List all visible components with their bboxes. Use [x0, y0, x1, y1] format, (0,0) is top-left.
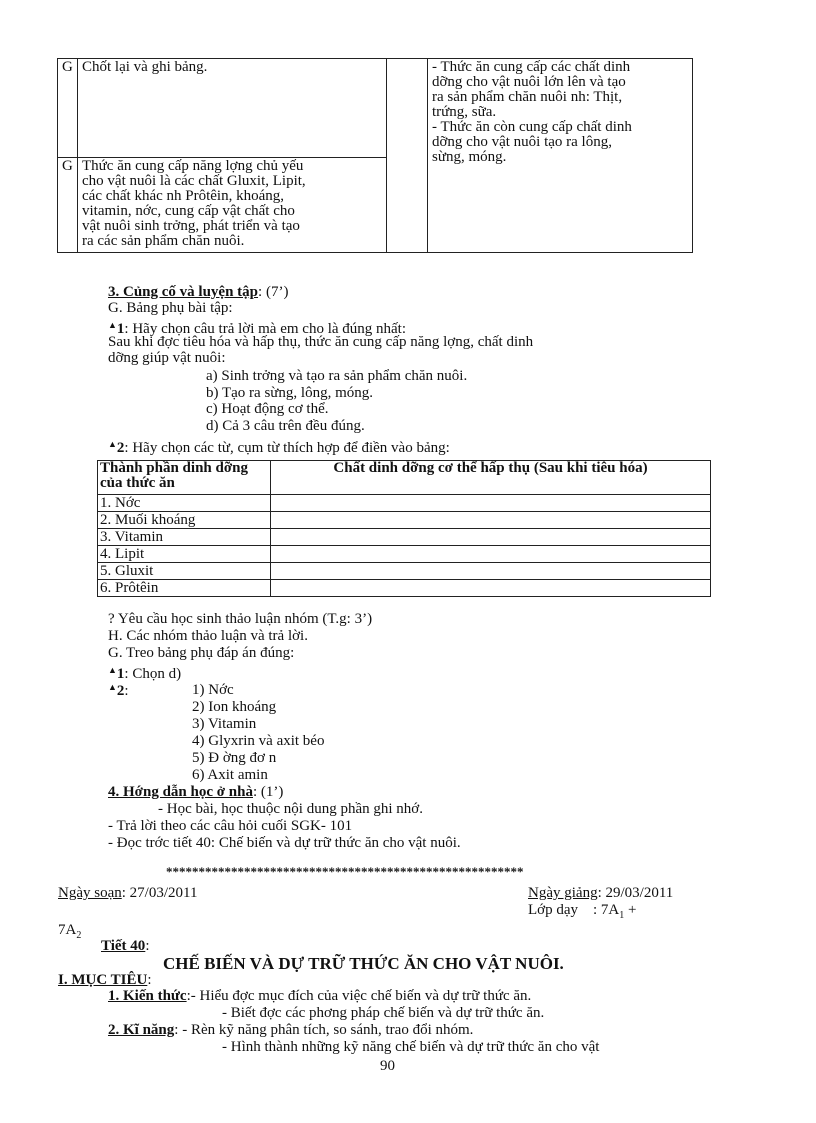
- homework-line: - Đọc trớc tiết 40: Chế biến và dự trữ thức ăn cho vật nuôi.: [108, 835, 461, 851]
- table-row: [98, 529, 711, 546]
- teacher-activity-line: Thức ăn cung cấp năng lợng chủ yếu: [82, 158, 304, 174]
- skills-text: : - Rèn kỹ năng phân tích, so sánh, trao đổi nhóm.: [174, 1022, 474, 1038]
- question-2-text: : Hãy chọn các từ, cụm từ thích hợp để điền vào bảng:: [124, 440, 450, 456]
- answer-item: 4) Glyxrin và axit béo: [192, 733, 325, 749]
- knowledge-line: [108, 988, 531, 1004]
- class-label: Lớp dạy: [528, 902, 579, 918]
- table-row: [98, 580, 711, 597]
- table-row: [98, 546, 711, 563]
- discussion-line: ? Yêu cầu học sinh thảo luận nhóm (T.g: 3’): [108, 611, 373, 627]
- option-c: c) Hoạt động cơ thể.: [206, 401, 329, 417]
- objectives-colon: :: [147, 972, 152, 988]
- nutrient-cell: 6. Prôtêin: [98, 580, 271, 597]
- knowledge-label: 1. Kiến thức: [108, 988, 187, 1004]
- knowledge-text: :- Hiểu đợc mục đích của việc chế biến và dự trữ thức ăn.: [186, 988, 532, 1004]
- skills-label: 2. Kĩ năng: [108, 1022, 175, 1038]
- objectives-heading-line: [58, 972, 152, 988]
- section-3-time: : (7’): [258, 284, 289, 300]
- triangle-icon: ▲: [108, 439, 117, 449]
- section-4-heading: 4. Hớng dẫn học ở nhà: [108, 784, 253, 800]
- discussion-line: G. Treo bảng phụ đáp án đúng:: [108, 645, 295, 661]
- star-separator: *******************************************************: [166, 864, 524, 879]
- date-taught: [528, 885, 673, 901]
- lesson-activity-table: [57, 58, 693, 253]
- content-line: sừng, móng.: [432, 149, 507, 165]
- question-1-stem: dỡng giúp vật nuôi:: [108, 350, 226, 366]
- answer-item: 1) Nớc: [192, 682, 234, 698]
- answer-1-text: : Chọn d): [124, 666, 182, 682]
- homework-line: - Học bài, học thuộc nội dung phần ghi nhớ.: [158, 801, 423, 817]
- date-taught-label: Ngày giảng: [528, 885, 598, 901]
- column-header-absorbed: Chất dinh dỡng cơ thể hấp thụ (Sau khi tiêu hóa): [271, 461, 711, 495]
- empty-cell: [387, 59, 428, 253]
- date-prepared-label: Ngày soạn: [58, 885, 122, 901]
- period-line: [101, 938, 149, 954]
- section-4-time: : (1’): [253, 784, 284, 800]
- column-header-nutrient: Thành phần dinh dỡng của thức ăn: [98, 461, 271, 495]
- role-cell: G: [58, 158, 78, 253]
- homework-line: - Trả lời theo các câu hỏi cuối SGK- 101: [108, 818, 353, 834]
- answer-cell: [271, 512, 711, 529]
- class-plus: +: [624, 902, 637, 918]
- period-label: Tiết 40: [101, 938, 146, 954]
- class-line-2: [58, 922, 81, 944]
- lesson-title: CHẾ BIẾN VÀ DỰ TRỮ THỨC ĂN CHO VẬT NUÔI.: [163, 954, 564, 973]
- answer-item: 2) Ion khoáng: [192, 699, 277, 715]
- answer-cell: [271, 563, 711, 580]
- option-d: d) Cả 3 câu trên đều đúng.: [206, 418, 365, 434]
- table-row: [98, 512, 711, 529]
- option-b: b) Tạo ra sừng, lông, móng.: [206, 385, 373, 401]
- nutrient-fill-table: [97, 460, 711, 597]
- answer-2-label: [108, 679, 129, 699]
- content-line: - Thức ăn còn cung cấp chất dinh: [432, 119, 632, 135]
- nutrient-cell: 4. Lipit: [98, 546, 271, 563]
- nutrient-cell: 3. Vitamin: [98, 529, 271, 546]
- teacher-activity-line: các chất khác nh Prôtêin, khoáng,: [82, 188, 285, 204]
- page-number: 90: [380, 1058, 395, 1074]
- class-subscript: 1: [619, 910, 625, 921]
- teacher-activity-cell: [78, 158, 387, 253]
- skills-line-2: - Hình thành những kỹ năng chế biến và dự trữ thức ăn cho vật: [222, 1039, 600, 1055]
- skills-line: [108, 1022, 473, 1038]
- teacher-activity-line: ra các sản phẩm chăn nuôi.: [82, 233, 245, 249]
- class-2-value: 7A: [58, 922, 77, 938]
- answer-item: 6) Axit amin: [192, 767, 268, 783]
- answer-item: 5) Đ ờng đơ n: [192, 750, 277, 766]
- answer-cell: [271, 580, 711, 597]
- teacher-activity-line: cho vật nuôi là các chất Gluxit, Lipit,: [82, 173, 306, 189]
- teacher-activity-line: vật nuôi sinh trởng, phát triển và tạo: [82, 218, 300, 234]
- question-1-text: : Hãy chọn câu trả lời mà em cho là đúng nhất:: [124, 321, 407, 337]
- triangle-icon: ▲: [108, 320, 117, 330]
- period-colon: :: [145, 938, 150, 954]
- triangle-icon: ▲: [108, 665, 117, 675]
- objectives-heading: I. MỤC TIÊU: [58, 972, 148, 988]
- table-row: [98, 563, 711, 580]
- role-cell: G: [58, 59, 78, 158]
- class-line: [528, 902, 636, 924]
- section-3-heading-line: [108, 284, 288, 300]
- teacher-activity-line: vitamin, nớc, cung cấp vật chất cho: [82, 203, 295, 219]
- section-4-heading-line: [108, 784, 283, 800]
- section-3-intro: G. Bảng phụ bài tập:: [108, 300, 233, 316]
- question-1-stem: Sau khi đợc tiêu hóa và hấp thụ, thức ăn cung cấp năng lợng, chất dinh: [108, 334, 534, 350]
- knowledge-line-2: - Biết đợc các phơng pháp chế biến và dự trữ thức ăn.: [222, 1005, 545, 1021]
- nutrient-cell: 2. Muối khoáng: [98, 512, 271, 529]
- date-prepared: [58, 885, 197, 901]
- section-3-heading: 3. Củng cố và luyện tập: [108, 284, 259, 300]
- class-value: : 7A: [593, 902, 620, 918]
- option-a: a) Sinh trởng và tạo ra sản phẩm chăn nuôi.: [206, 368, 468, 384]
- answer-item: 3) Vitamin: [192, 716, 257, 732]
- table-header-row: [98, 461, 711, 495]
- teacher-activity-line: Chốt lại và ghi bảng.: [82, 59, 208, 75]
- content-line: ra sản phẩm chăn nuôi nh: Thịt,: [432, 89, 623, 105]
- nutrient-cell: 1. Nớc: [98, 495, 271, 512]
- answer-1-number: 1: [116, 666, 125, 682]
- teacher-activity-cell: [78, 59, 387, 158]
- answer-cell: [271, 546, 711, 563]
- question-2-number: 2: [116, 440, 125, 456]
- date-taught-value: : 29/03/2011: [597, 885, 674, 901]
- class-2-subscript: 2: [76, 930, 82, 941]
- answer-2-number: 2: [116, 683, 125, 699]
- nutrient-cell: 5. Gluxit: [98, 563, 271, 580]
- triangle-icon: ▲: [108, 682, 117, 692]
- question-2: [108, 436, 450, 456]
- content-line: dỡng cho vật nuôi tạo ra lông,: [432, 134, 612, 150]
- date-prepared-value: : 27/03/2011: [121, 885, 198, 901]
- content-line: - Thức ăn cung cấp các chất dinh: [432, 59, 631, 75]
- answer-cell: [271, 495, 711, 512]
- content-line: trứng, sữa.: [432, 104, 497, 120]
- table-row: [58, 59, 693, 158]
- table-row: [98, 495, 711, 512]
- content-line: dỡng cho vật nuôi lớn lên và tạo: [432, 74, 626, 90]
- discussion-line: H. Các nhóm thảo luận và trả lời.: [108, 628, 308, 644]
- content-cell: [428, 59, 693, 253]
- answer-2-colon: :: [124, 683, 129, 699]
- answer-cell: [271, 529, 711, 546]
- question-1-number: 1: [116, 321, 125, 337]
